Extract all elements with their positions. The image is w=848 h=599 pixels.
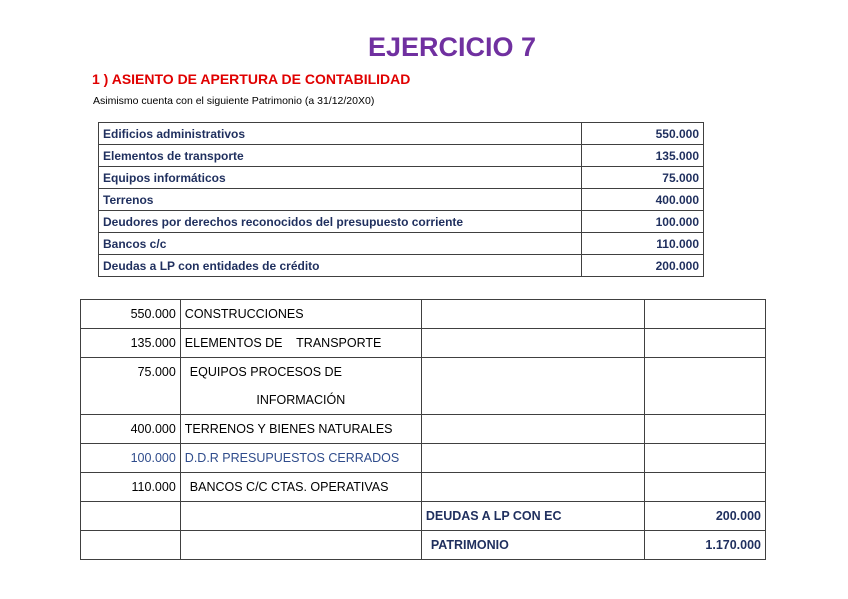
table-row (81, 386, 766, 415)
amount-cell: 110.000 (582, 233, 704, 255)
debit-amount: 75.000 (81, 358, 181, 387)
concept-cell: Equipos informáticos (99, 167, 582, 189)
debit-amount: 110.000 (81, 473, 181, 502)
debit-amount: 400.000 (81, 415, 181, 444)
credit-amount (645, 329, 766, 358)
concept-cell: Bancos c/c (99, 233, 582, 255)
debit-account-continued: INFORMACIÓN (180, 386, 421, 415)
concept-cell: Elementos de transporte (99, 145, 582, 167)
credit-account (421, 415, 645, 444)
concept-cell: Deudores por derechos reconocidos del presupuesto corriente (99, 211, 582, 233)
amount-cell: 135.000 (582, 145, 704, 167)
credit-amount (645, 358, 766, 387)
debit-amount: 135.000 (81, 329, 181, 358)
table-row (99, 255, 704, 277)
table-row (81, 444, 766, 473)
debit-account: BANCOS C/C CTAS. OPERATIVAS (180, 473, 421, 502)
credit-amount (645, 415, 766, 444)
credit-amount: 200.000 (645, 502, 766, 531)
table-row (99, 145, 704, 167)
table-row (99, 123, 704, 145)
debit-amount: 550.000 (81, 300, 181, 329)
credit-amount (645, 473, 766, 502)
credit-account: PATRIMONIO (421, 531, 645, 560)
concept-cell: Terrenos (99, 189, 582, 211)
credit-account (421, 444, 645, 473)
credit-amount (645, 444, 766, 473)
table-row (81, 415, 766, 444)
debit-account (180, 531, 421, 560)
table-row (81, 502, 766, 531)
debit-amount (81, 386, 181, 415)
debit-account: TERRENOS Y BIENES NATURALES (180, 415, 421, 444)
amount-cell: 100.000 (582, 211, 704, 233)
credit-amount (645, 386, 766, 415)
credit-amount: 1.170.000 (645, 531, 766, 560)
table-row (81, 300, 766, 329)
table-row (81, 473, 766, 502)
credit-amount (645, 300, 766, 329)
table-row (81, 329, 766, 358)
debit-account: EQUIPOS PROCESOS DE (180, 358, 421, 387)
intro-text: Asimismo cuenta con el siguiente Patrimonio (a 31/12/20X0) (93, 95, 375, 107)
debit-account: ELEMENTOS DE TRANSPORTE (180, 329, 421, 358)
concept-cell: Deudas a LP con entidades de crédito (99, 255, 582, 277)
amount-cell: 400.000 (582, 189, 704, 211)
table-row (99, 189, 704, 211)
debit-amount: 100.000 (81, 444, 181, 473)
table-row (99, 233, 704, 255)
table-row (81, 531, 766, 560)
debit-amount (81, 502, 181, 531)
page-title: EJERCICIO 7 (367, 32, 537, 62)
credit-account (421, 358, 645, 387)
debit-amount (81, 531, 181, 560)
amount-cell: 75.000 (582, 167, 704, 189)
amount-cell: 550.000 (582, 123, 704, 145)
credit-account (421, 300, 645, 329)
debit-account: CONSTRUCCIONES (180, 300, 421, 329)
debit-account (180, 502, 421, 531)
amount-cell: 200.000 (582, 255, 704, 277)
concept-cell: Edificios administrativos (99, 123, 582, 145)
journal-entry-table (80, 299, 766, 560)
table-row (99, 167, 704, 189)
table-row (99, 211, 704, 233)
section-subtitle: 1 ) ASIENTO DE APERTURA DE CONTABILIDAD (92, 71, 411, 87)
credit-account (421, 329, 645, 358)
patrimonio-table (98, 122, 704, 277)
table-row (81, 358, 766, 387)
credit-account (421, 473, 645, 502)
credit-account (421, 386, 645, 415)
credit-account: DEUDAS A LP CON EC (421, 502, 645, 531)
debit-account: D.D.R PRESUPUESTOS CERRADOS (180, 444, 421, 473)
